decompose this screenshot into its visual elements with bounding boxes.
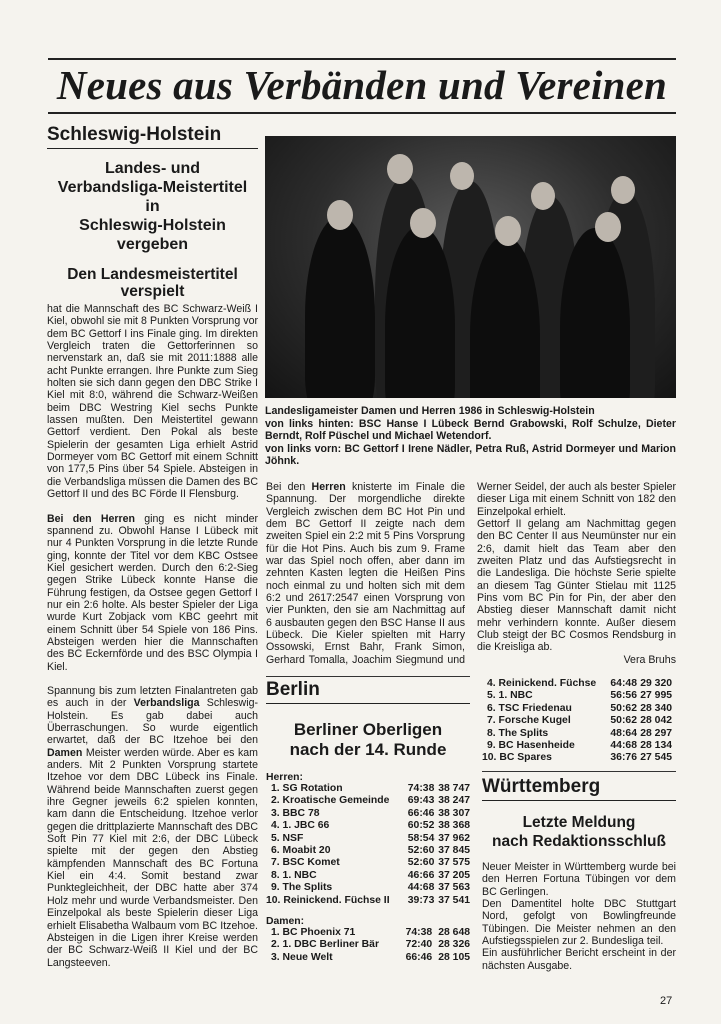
table-row bbox=[266, 870, 470, 882]
cell-points: 50:62 bbox=[610, 702, 637, 714]
cell-points: 52:60 bbox=[407, 857, 435, 869]
headline-line: in bbox=[145, 198, 160, 215]
cell-pins: 28 105 bbox=[438, 951, 470, 963]
cell-team: 10. Reinickend. Füchse II bbox=[266, 894, 390, 906]
table-row bbox=[266, 833, 470, 845]
article-subheadline bbox=[47, 266, 258, 300]
bold-term: Herren bbox=[311, 481, 346, 493]
cell-pins: 29 320 bbox=[640, 678, 672, 689]
paragraph-text: Bei den bbox=[266, 481, 312, 493]
cell-pins: 28 297 bbox=[640, 727, 672, 739]
table-row bbox=[266, 783, 470, 795]
cell-team: 2. Kroatische Gemeinde bbox=[271, 795, 390, 807]
paragraph bbox=[47, 513, 258, 673]
cell-pins: 38 747 bbox=[438, 783, 470, 794]
paragraph: Neuer Meister in Württemberg wurde bei den Herren Fortuna Tübingen vor dem BC Gerlingen. bbox=[482, 861, 676, 898]
paragraph-text: Spannung bis zum letzten Finalantreten gab es auch in der bbox=[47, 684, 258, 710]
caption-line: von links hinten: BSC Hanse I Lübeck Bernd Grabowski, Rolf Schulze, Dieter Berndt, Rolf Püschel und Michael Wetendorf. bbox=[265, 417, 676, 443]
headline-line: Verbandsliga-Meistertitel bbox=[57, 179, 248, 196]
cell-points: 48:64 bbox=[610, 727, 637, 739]
cell-pins: 27 545 bbox=[640, 752, 672, 764]
table-row bbox=[266, 939, 470, 951]
cell-team: 4. Reinickend. Füchse bbox=[487, 678, 597, 689]
cell-points: 52:60 bbox=[407, 845, 435, 857]
paragraph-text: Meister werden würde. Aber es kam anders. Mit 2 Punkten Vorsprung startete Itzehoe vor dem DBC Lübeck ins Finale. Während beide Mannschaften zuerst gegen ihre Gegner jeweils 6:2 spielen konnten, kam dann die Entscheidung. Itzehoe verlor gegen die drittplazierte Mannschaft des DBC Soft Pin 77 Kiel mit 2:6, der DBC Lübeck spielte mit der gegen den Abstieg kämpfenden Mannschaft des BC Fortuna Kiel ein 4:4. Somit bestand zwar Punktegleichheit, der DBC hatte aber 374 Holz mehr und wurde Verbandsmeister. Den Einzelpokal als beste Spielerin dieser Liga erhielt Elisabetha Walbaum vom BC Itzehoe. Absteigen in die Ligen ihrer Kreise werden der BC Schwarz-Weiß II Kiel und der BC Langsteeven. bbox=[47, 746, 258, 969]
page-title: Neues aus Verbänden und Vereinen bbox=[56, 62, 668, 108]
cell-team: 1. SG Rotation bbox=[271, 783, 343, 794]
team-photo bbox=[265, 136, 676, 398]
table-row bbox=[266, 952, 470, 964]
paragraph bbox=[47, 685, 258, 969]
region-heading: Berlin bbox=[266, 679, 470, 704]
caption-line: von links vorn: BC Gettorf I Irene Nädler, Petra Ruß, Astrid Dormeyer und Marion Jöhnk. bbox=[265, 442, 676, 468]
table-row bbox=[482, 715, 672, 727]
cell-points: 39:73 bbox=[407, 894, 435, 906]
table-row bbox=[266, 895, 470, 907]
table-row bbox=[266, 808, 470, 820]
cell-points: 66:46 bbox=[407, 807, 435, 819]
cell-pins: 38 307 bbox=[438, 807, 470, 819]
cell-pins: 27 995 bbox=[640, 690, 672, 702]
cell-pins: 28 326 bbox=[438, 939, 470, 951]
cell-team: 7. BSC Komet bbox=[271, 857, 340, 869]
wuerttemberg-section bbox=[482, 776, 676, 972]
paragraph: Den Damentitel holte DBC Stuttgart Nord, gefolgt von Bowlingfreunde Tübingen. Die Meister nehmen an den Aufstiegsspielen zur 2. Bundesliga teil. bbox=[482, 898, 676, 948]
headline-line: nach Redaktionsschluß bbox=[492, 833, 666, 850]
headline-line: Schleswig-Holstein bbox=[79, 217, 226, 234]
paragraph: Gettorf II gelang am Nachmittag gegen den BC Center II aus Neumünster nur ein 2:6, damit hielt das Team aber den zweiten Platz und das Aufstiegsrecht in die Landesliga. Die höchste Serie spielte an diesem Tag Günter Stielau mit 1125 Pins vom BC Pin for Pin, der aber den Abstieg dieser Mannschaft damit nicht mehr verhindern konnte. Außer diesem Club steigt der BC Cosmos Rendsburg in die Kreisliga ab. bbox=[477, 518, 676, 654]
subheadline-line: verspielt bbox=[120, 283, 185, 300]
headline-line: Berliner Oberligen bbox=[293, 720, 443, 739]
cell-team: 1. BC Phoenix 71 bbox=[271, 927, 356, 939]
subheadline-line: Den Landesmeistertitel bbox=[67, 266, 238, 283]
author: Vera Bruhs bbox=[623, 653, 676, 666]
damen-standings-table bbox=[266, 927, 470, 964]
table-row bbox=[482, 728, 672, 740]
headline-line: Letzte Meldung bbox=[522, 814, 636, 831]
cell-points: 64:48 bbox=[610, 678, 637, 689]
damen-standings-table-continued bbox=[482, 678, 672, 765]
cell-pins: 37 962 bbox=[438, 832, 470, 844]
cell-points: 44:68 bbox=[610, 740, 637, 752]
cell-points: 46:66 bbox=[407, 869, 435, 881]
table-row bbox=[482, 740, 672, 752]
table-row bbox=[266, 795, 470, 807]
table-row bbox=[266, 927, 470, 939]
cell-team: 10. BC Spares bbox=[482, 752, 552, 764]
cell-points: 58:54 bbox=[407, 832, 435, 844]
cell-pins: 37 205 bbox=[438, 869, 470, 881]
cell-pins: 28 340 bbox=[640, 702, 672, 714]
cell-team: 4. 1. JBC 66 bbox=[271, 820, 330, 832]
cell-team: 5. NSF bbox=[271, 832, 304, 844]
cell-team: 9. The Splits bbox=[271, 882, 333, 894]
cell-team: 8. The Splits bbox=[487, 727, 549, 739]
cell-pins: 37 845 bbox=[438, 845, 470, 857]
article-headline bbox=[482, 813, 676, 851]
table-row bbox=[266, 845, 470, 857]
masthead bbox=[48, 58, 676, 114]
table-row bbox=[266, 857, 470, 869]
paragraph-text: Schleswig-Holstein. Es gab dabei auch Überraschungen. So wurde eigentlich erwartet, daß der BC Itzehoe bei den bbox=[47, 697, 258, 747]
cell-team: 3. Neue Welt bbox=[271, 951, 333, 963]
table-row bbox=[482, 703, 672, 715]
cell-points: 74:38 bbox=[407, 783, 435, 794]
berlin-section bbox=[266, 676, 470, 964]
paragraph: Ein ausführlicher Bericht erscheint in der nächsten Ausgabe. bbox=[482, 947, 676, 972]
cell-team: 3. BBC 78 bbox=[271, 807, 320, 819]
article-body bbox=[47, 303, 258, 969]
cell-team: 7. Forsche Kugel bbox=[487, 715, 571, 727]
headline-line: vergeben bbox=[116, 236, 189, 253]
article-body-continued bbox=[266, 481, 676, 666]
cell-points: 44:68 bbox=[407, 882, 435, 894]
page-number: 27 bbox=[660, 995, 673, 1007]
cell-pins: 38 368 bbox=[438, 820, 470, 832]
table-row bbox=[482, 752, 672, 764]
cell-pins: 37 563 bbox=[438, 882, 470, 894]
cell-points: 56:56 bbox=[610, 690, 637, 702]
table-row bbox=[266, 820, 470, 832]
herren-standings-table bbox=[266, 783, 470, 907]
headline-line: nach der 14. Runde bbox=[289, 740, 447, 759]
table-row bbox=[482, 678, 672, 690]
article-headline bbox=[47, 159, 258, 254]
cell-team: 2. 1. DBC Berliner Bär bbox=[271, 939, 379, 951]
cell-points: 69:43 bbox=[407, 795, 435, 807]
cell-team: 6. Moabit 20 bbox=[271, 845, 331, 857]
cell-points: 60:52 bbox=[407, 820, 435, 832]
article-headline bbox=[266, 720, 470, 760]
cell-pins: 37 575 bbox=[438, 857, 470, 869]
bold-term: Damen bbox=[47, 746, 83, 759]
cell-pins: 28 042 bbox=[640, 715, 672, 727]
table-row bbox=[482, 690, 672, 702]
cell-points: 50:62 bbox=[610, 715, 637, 727]
headline-line: Landes- und bbox=[104, 160, 201, 177]
cell-team: 8. 1. NBC bbox=[271, 869, 317, 881]
cell-pins: 38 247 bbox=[438, 795, 470, 807]
article-body bbox=[482, 861, 676, 972]
paragraph-text: knisterte im Finale die Spannung. Der morgendliche direkte Vergleich zwischen dem BC Hot Pin und dem BC Gettorf II zeigte nach dem zweiten Spiel ein 2:2 mit 5 Pins Vorsprung für die Hot Pins. Auch bis zum 9. Frame war das Spiel noch offen, aber dann im zehnten Kasten legten die Heißen Pins noch einmal zu und holten sich mit dem 6:2 und 2617:2547 einen Vorsprung von vier Punkten, den sie am Nachmittag auf 6 ausbauten gegen den BSC Hanse II aus Lübeck. Die Kieler spielten mit Harry Ossowski, Ernst Bahr, Frank Simon, Gerhard Tomalla, Joachim Siegmund und Werner Seidel, der auch als bester Spieler dieser Liga mit einem Schnitt von 182 den Einzelpokal erhielt. bbox=[266, 481, 676, 666]
bold-term: Verbandsliga bbox=[133, 697, 200, 710]
cell-points: 66:46 bbox=[405, 951, 433, 963]
berlin-section-continued bbox=[482, 678, 676, 772]
paragraph-text: ging es nicht minder spannend zu. Obwohl Hanse I Lübeck mit nur 4 Punkten Vorsprung in die letzte Runde ging, konnte der Titel vor dem KBC Ostsee Kiel gesichert werden. Durch den 6:2-Sieg gegen Strike Lübeck konnte Hanse die Führung festigen, da Ostsee gegen Gettorf I nur ein 2:6 holte. Als bester Spieler der Liga wurde Kurt Zobjack vom KBC geehrt mit einem Schnitt über 54 Spiele von 186 Pins. Absteigen werden hier die Mannschaften des BC Eckernförde und des BSC Olympia I Kiel. bbox=[47, 512, 259, 673]
photo-caption bbox=[265, 405, 676, 468]
cell-points: 72:40 bbox=[405, 939, 433, 951]
cell-pins: 28 648 bbox=[438, 927, 470, 939]
bold-lead: Bei den Herren bbox=[47, 512, 135, 525]
cell-team: 5. 1. NBC bbox=[487, 690, 533, 702]
table-row bbox=[266, 882, 470, 894]
table-label: Herren: bbox=[266, 772, 303, 783]
region-heading: Württemberg bbox=[482, 776, 676, 801]
region-heading: Schleswig-Holstein bbox=[47, 124, 258, 149]
cell-points: 36:76 bbox=[610, 752, 637, 764]
table-label: Damen: bbox=[266, 916, 305, 928]
paragraph: hat die Mannschaft des BC Schwarz-Weiß I Kiel, obwohl sie mit 8 Punkten Vorsprung vor dem BC Gettorf I ins Finale ging. Im direkten Vergleich traten die Gettorferinnen so nervenstark an, daß sie mit 2011:1888 alle acht Punkte errangen. Ihre Punkte zum Sieg holten sie sich dann gegen den DBC Strike I Kiel mit 8:0, während die Schwarz-Weißen beim DBC Westring Kiel sechs Punkte lassen mußten. Den Meistertitel gewann Gettorf verdient. Den Pokal als beste Spielerin der gesamten Liga erhielt Astrid Dormeyer vom BC Gettorf mit einem Schnitt von 177,5 Pins über 54 Spiele. Absteigen in die Verbandsliga müssen die Damen des BC Gettorf II und des BC Förde II Flensburg. bbox=[47, 303, 258, 501]
schleswig-column bbox=[47, 124, 258, 969]
cell-team: 6. TSC Friedenau bbox=[487, 702, 572, 714]
caption-line: Landesligameister Damen und Herren 1986 in Schleswig-Holstein bbox=[265, 405, 595, 417]
cell-pins: 28 134 bbox=[640, 740, 672, 752]
cell-team: 9. BC Hasenheide bbox=[487, 740, 575, 752]
cell-pins: 37 541 bbox=[438, 894, 470, 906]
cell-points: 74:38 bbox=[405, 927, 433, 939]
